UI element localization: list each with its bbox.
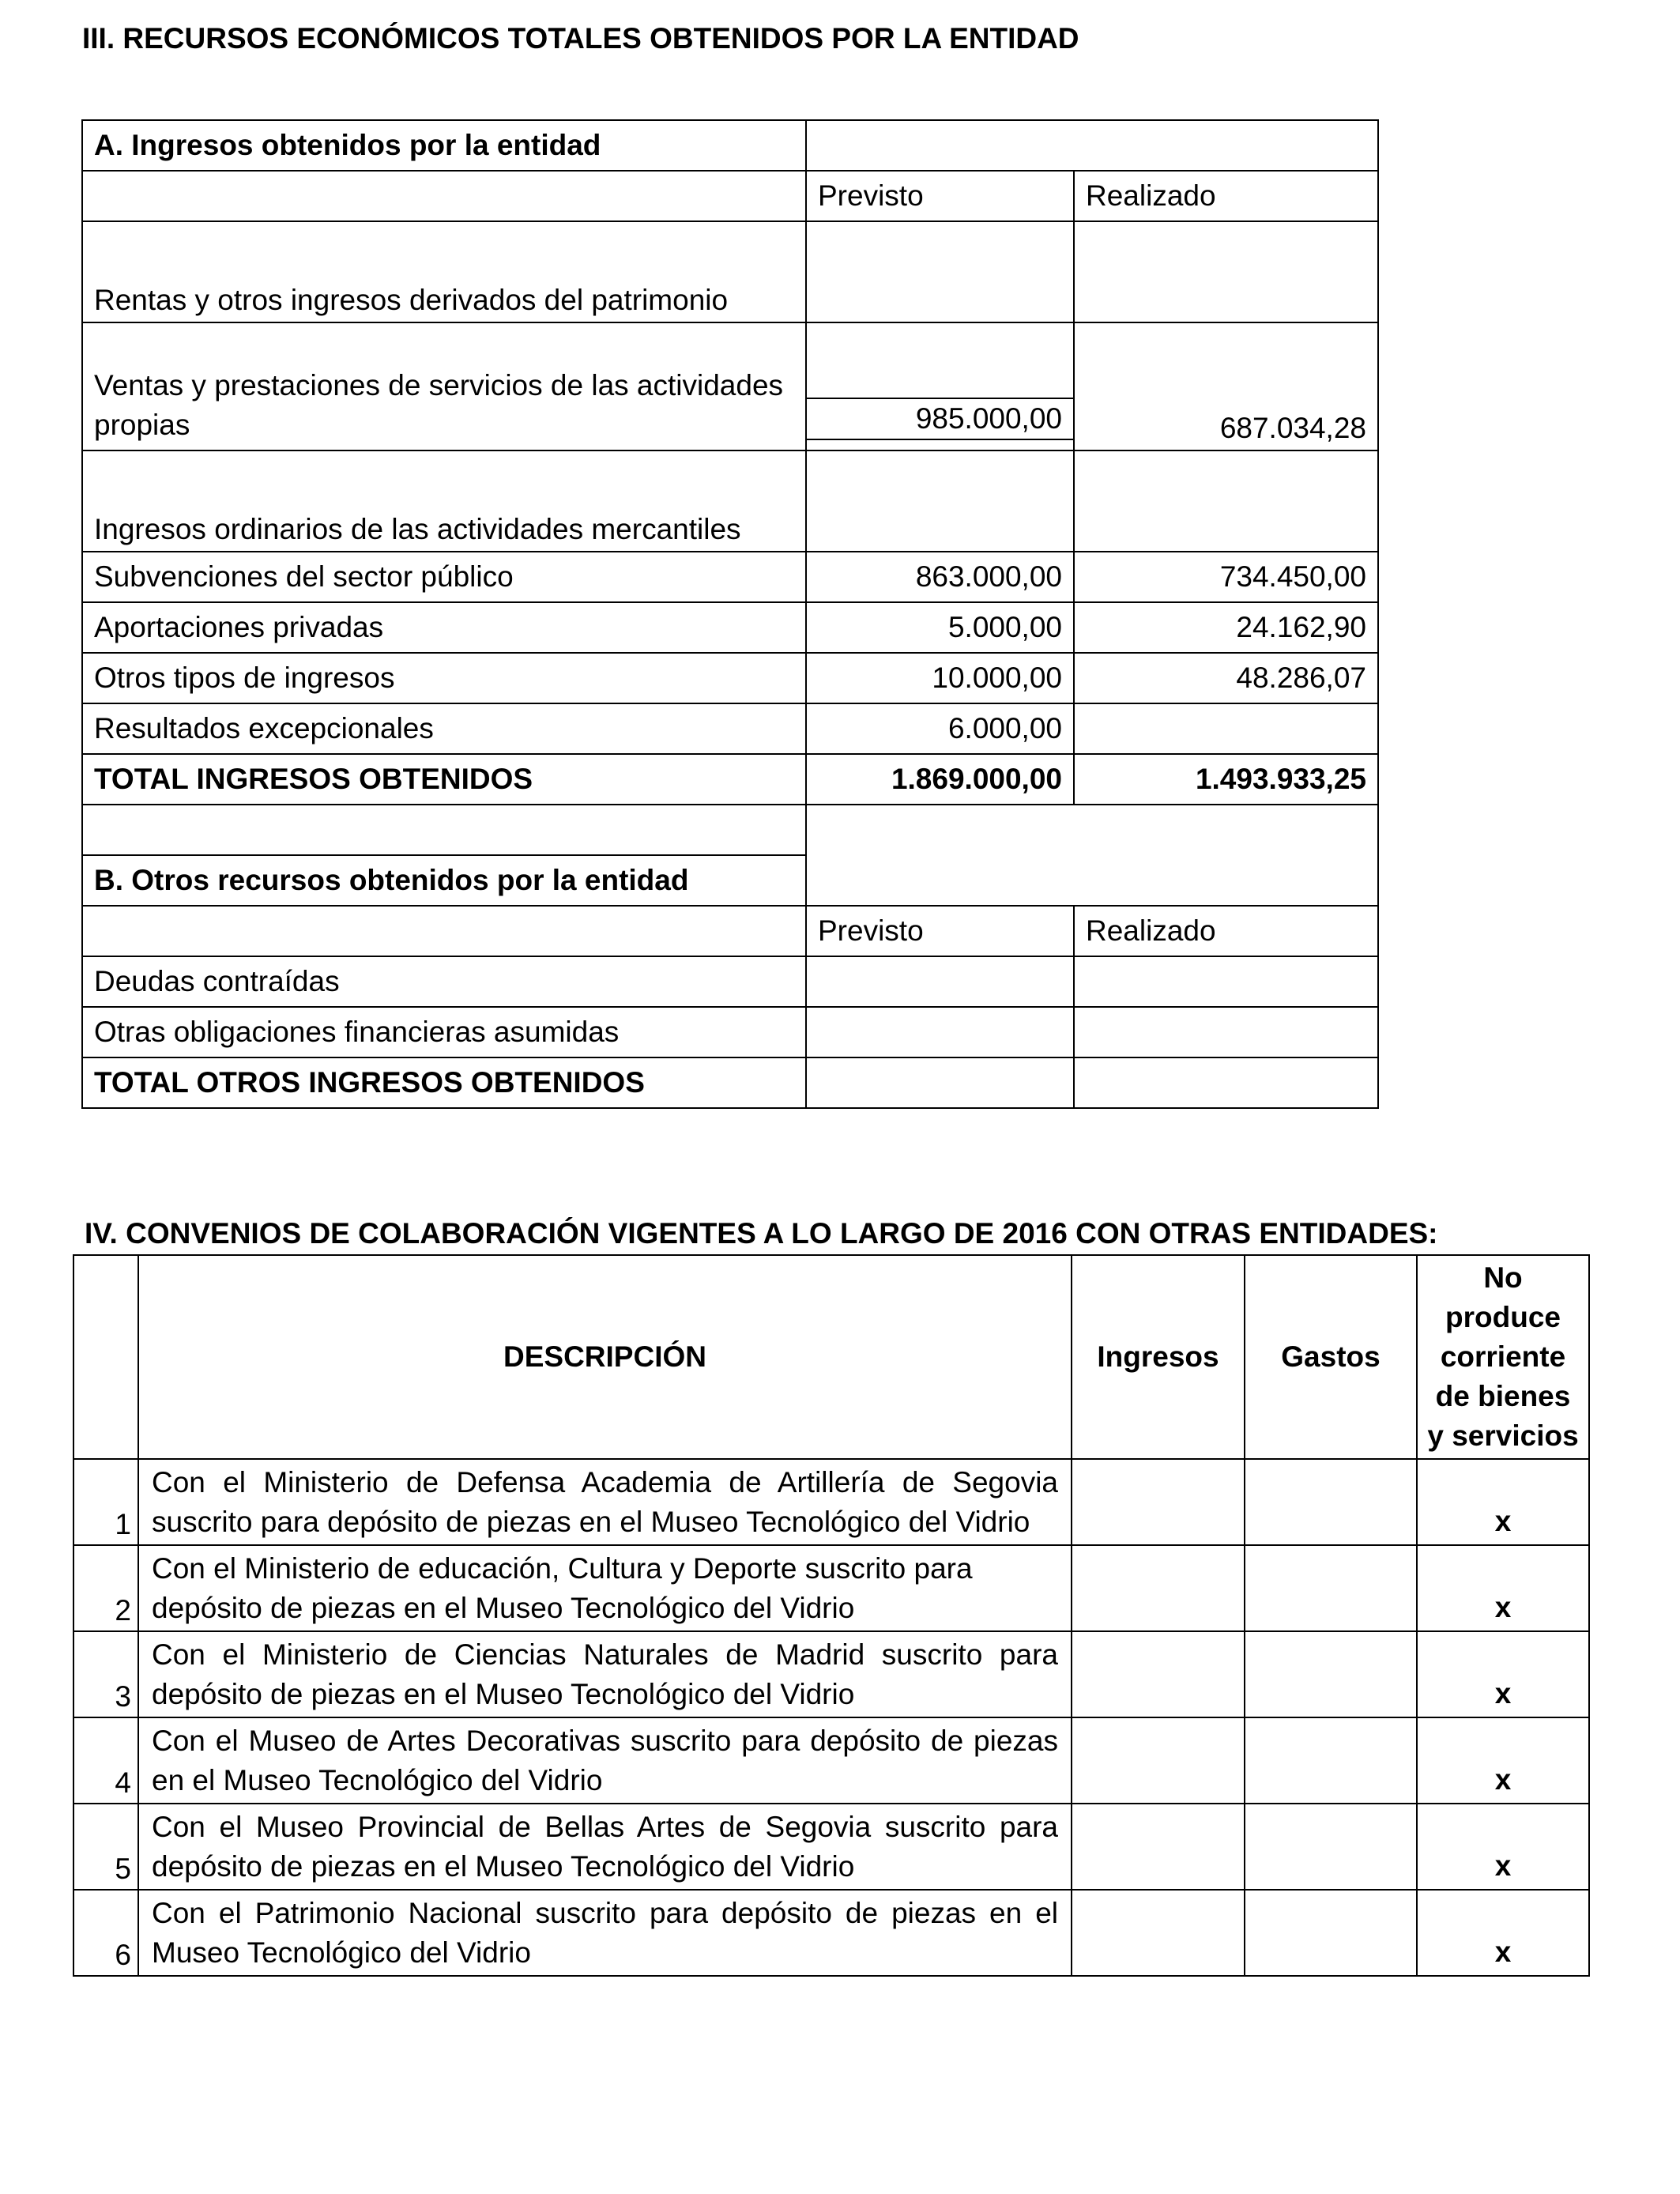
row-mark: x	[1417, 1804, 1589, 1890]
row-realizado	[1074, 1007, 1378, 1057]
header-empty	[82, 906, 806, 956]
row-description: Con el Ministerio de Defensa Academia de Artillería de Segovia suscrito para depósito de piezas en el Museo Tecnológico del Vidrio	[138, 1459, 1072, 1545]
row-description: Con el Museo de Artes Decorativas suscrito para depósito de piezas en el Museo Tecnológico del Vidrio	[138, 1717, 1072, 1804]
row-index: 3	[73, 1631, 138, 1717]
row-realizado: 24.162,90	[1074, 602, 1378, 653]
row-description: Con el Museo Provincial de Bellas Artes de Segovia suscrito para depósito de piezas en el Museo Tecnológico del Vidrio	[138, 1804, 1072, 1890]
convenios-table	[73, 1254, 1590, 1977]
row-previsto	[806, 322, 1074, 450]
row-realizado	[1074, 221, 1378, 322]
col-realizado: Realizado	[1074, 171, 1378, 221]
row-mark: x	[1417, 1459, 1589, 1545]
header-no-produce: No produce corriente de bienes y servicios	[1417, 1255, 1589, 1459]
total-realizado: 1.493.933,25	[1074, 754, 1378, 805]
col-realizado-b: Realizado	[1074, 906, 1378, 956]
row-label: Resultados excepcionales	[82, 703, 806, 754]
row-label: Ventas y prestaciones de servicios de las actividades propias	[82, 322, 806, 450]
row-previsto	[806, 221, 1074, 322]
row-gastos	[1245, 1890, 1417, 1976]
row-realizado	[1074, 703, 1378, 754]
part-a-empty	[806, 120, 1378, 171]
section4-title: IV. CONVENIOS DE COLABORACIÓN VIGENTES A LO LARGO DE 2016 CON OTRAS ENTIDADES:	[85, 1217, 1438, 1250]
row-label: Otros tipos de ingresos	[82, 653, 806, 703]
row-mark: x	[1417, 1717, 1589, 1804]
row-label: Aportaciones privadas	[82, 602, 806, 653]
row-label: Ingresos ordinarios de las actividades mercantiles	[82, 450, 806, 552]
part-a-title: A. Ingresos obtenidos por la entidad	[82, 120, 806, 171]
total-previsto: 1.869.000,00	[806, 754, 1074, 805]
row-realizado: 48.286,07	[1074, 653, 1378, 703]
row-previsto	[806, 956, 1074, 1007]
header-index	[73, 1255, 138, 1459]
row-gastos	[1245, 1459, 1417, 1545]
row-ingresos	[1072, 1804, 1245, 1890]
total-otros-label: TOTAL OTROS INGRESOS OBTENIDOS	[82, 1057, 806, 1108]
total-label: TOTAL INGRESOS OBTENIDOS	[82, 754, 806, 805]
header-empty	[82, 171, 806, 221]
row-index: 5	[73, 1804, 138, 1890]
row-ingresos	[1072, 1459, 1245, 1545]
row-realizado: 687.034,28	[1074, 322, 1378, 450]
row-ingresos	[1072, 1890, 1245, 1976]
row-ingresos	[1072, 1631, 1245, 1717]
row-description: Con el Ministerio de educación, Cultura y Deporte suscrito para depósito de piezas en el Museo Tecnológico del Vidrio	[138, 1545, 1072, 1631]
row-previsto: 863.000,00	[806, 552, 1074, 602]
section3-title: III. RECURSOS ECONÓMICOS TOTALES OBTENIDOS POR LA ENTIDAD	[82, 22, 1079, 55]
row-previsto: 5.000,00	[806, 602, 1074, 653]
row-gastos	[1245, 1804, 1417, 1890]
row-description: Con el Patrimonio Nacional suscrito para depósito de piezas en el Museo Tecnológico del Vidrio	[138, 1890, 1072, 1976]
row-previsto	[806, 1007, 1074, 1057]
row-label: Otras obligaciones financieras asumidas	[82, 1007, 806, 1057]
row-gastos	[1245, 1717, 1417, 1804]
row-gastos	[1245, 1631, 1417, 1717]
col-previsto-b: Previsto	[806, 906, 1074, 956]
row-realizado	[1074, 450, 1378, 552]
row-mark: x	[1417, 1631, 1589, 1717]
row-previsto	[806, 450, 1074, 552]
col-previsto: Previsto	[806, 171, 1074, 221]
row-realizado: 734.450,00	[1074, 552, 1378, 602]
row-index: 6	[73, 1890, 138, 1976]
row-mark: x	[1417, 1545, 1589, 1631]
row-previsto-value: 985.000,00	[807, 398, 1073, 440]
header-gastos: Gastos	[1245, 1255, 1417, 1459]
row-index: 1	[73, 1459, 138, 1545]
ingresos-table	[81, 119, 1379, 1109]
row-description: Con el Ministerio de Ciencias Naturales de Madrid suscrito para depósito de piezas en el Museo Tecnológico del Vidrio	[138, 1631, 1072, 1717]
row-index: 4	[73, 1717, 138, 1804]
row-index: 2	[73, 1545, 138, 1631]
row-gastos	[1245, 1545, 1417, 1631]
row-realizado	[1074, 956, 1378, 1007]
header-descripcion: DESCRIPCIÓN	[138, 1255, 1072, 1459]
row-label: Subvenciones del sector público	[82, 552, 806, 602]
row-label: Rentas y otros ingresos derivados del patrimonio	[82, 221, 806, 322]
row-previsto: 6.000,00	[806, 703, 1074, 754]
row-label: Deudas contraídas	[82, 956, 806, 1007]
part-b-title: B. Otros recursos obtenidos por la entidad	[82, 855, 806, 906]
total-otros-previsto	[806, 1057, 1074, 1108]
row-ingresos	[1072, 1717, 1245, 1804]
spacer-cell	[82, 805, 806, 855]
row-previsto: 10.000,00	[806, 653, 1074, 703]
part-b-empty	[806, 805, 1378, 906]
total-otros-realizado	[1074, 1057, 1378, 1108]
header-ingresos: Ingresos	[1072, 1255, 1245, 1459]
row-mark: x	[1417, 1890, 1589, 1976]
row-ingresos	[1072, 1545, 1245, 1631]
